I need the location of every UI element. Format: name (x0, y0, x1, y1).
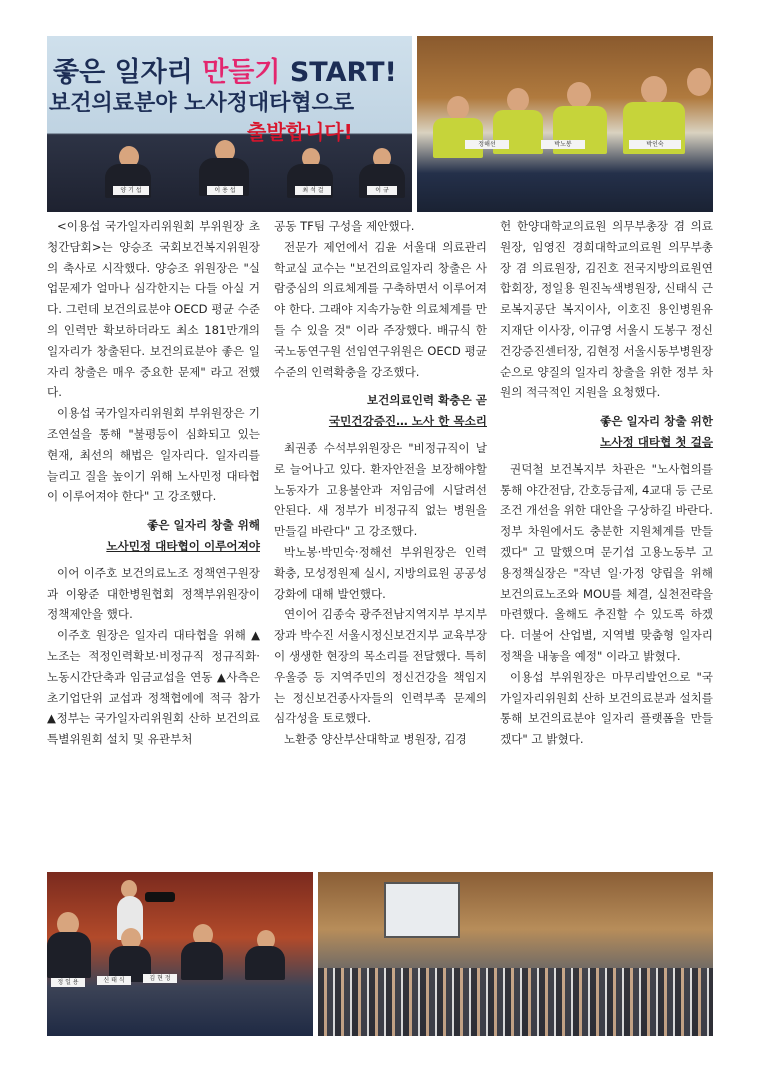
panelist-head (507, 88, 529, 112)
paragraph: 공동 TF팀 구성을 제안했다. (274, 219, 415, 233)
nameplate: 이 규 (367, 186, 397, 195)
nameplate: 신 태 식 (97, 976, 131, 985)
paragraph: <이용섭 국가일자리위원회 부위원장 초청간담회>는 양승조 국회보건복지위원장의 축사로 시작했다. 양승조 위원장은 "실업문제가 얼마나 심각한지는 다들 아실 거다. 그런데 보건의료분야 OECD 평균 수준의 인력만 확보하더라도 최소 181만개의 일자리가 창출된다. 보건의료분야 좋은 일자리 창출은 매우 중요한 문제" 라고 전했다. (47, 219, 260, 400)
nameplate: 정해선 (465, 140, 509, 149)
paragraph: 최권종 수석부위원장은 "비정규직이 날로 늘어나고 있다. 환자안전을 보장해야할 노동자가 고용불안과 저임금에 시달려선 안된다. 새 정부가 비정규직 없는 병원을 만들길 바란다" 고 강조했다. (274, 440, 487, 539)
article-column-3 (500, 216, 713, 750)
banner-start: START! (289, 57, 397, 88)
nameplate: 정 일 용 (51, 978, 85, 987)
nameplate: 김 현 정 (143, 974, 177, 983)
panelist (47, 932, 91, 978)
photo-banner-stage (47, 36, 412, 212)
subheading-line: 보건의료인력 확충은 곧 (366, 393, 487, 408)
panelist-head (447, 96, 469, 120)
paragraph: 박노봉·박민숙·정해선 부위원장은 인력확충, 모성정원제 실시, 지방의료원 공공성 강화에 대해 발언했다. (274, 544, 487, 601)
subheading (500, 411, 713, 453)
article-column-2 (274, 216, 487, 750)
banner-line2: 보건의료분야 노사정대타협으로 (49, 91, 355, 116)
photo-panel-table (47, 872, 313, 1036)
projection-screen (384, 882, 460, 938)
audience (318, 968, 713, 1036)
banner-line1 (53, 50, 397, 89)
article-column-1 (47, 216, 260, 750)
panelist (181, 942, 223, 980)
banner-line3: 출발합니다! (247, 120, 353, 144)
subheading (47, 515, 260, 557)
paragraph: 이주호 원장은 일자리 대타협을 위해 ▲노조는 적정인력확보·비정규직 정규직화·노동시간단축과 임금교섭을 연동 ▲사측은 초기업단위 교섭과 정책협에에 적극 참가 ▲정부는 국가일자리위원회 산하 보건의료특별위원회 설치 및 유관부처 (47, 628, 260, 747)
panelist-head (687, 68, 711, 96)
subheading-line: 좋은 일자리 창출 위한 (600, 414, 713, 429)
paragraph: 이용섭 부위원장은 마무리발언으로 "국가일자리위원회 산하 보건의료분과 설치를 통해 보건의료분야 일자리 플랫폼을 만들겠다" 고 밝혔다. (500, 669, 713, 747)
panelist (245, 946, 285, 980)
panelist (433, 118, 483, 158)
nameplate: 박인숙 (629, 140, 681, 149)
paragraph: 이용섭 국가일자리위원회 부위원장은 기조연설을 통해 "불평등이 심화되고 있는 현재, 최선의 해법은 일자리다. 일자리를 늘리고 질을 높이기 위해 노사민정 대타협이 이루어져야 한다" 고 강조했다. (47, 406, 260, 504)
panelist-head (567, 82, 591, 108)
paragraph: 전문가 제언에서 김윤 서울대 의료관리학교실 교수는 "보건의료일자리 창출은 사람중심의 의료체계를 구축하면서 이루어져야 한다. 그래야 지속가능한 의료체계를 만들 수 있을 것" 이라 주장했다. 배규식 한국노동연구원 선임연구위원은 OECD 평균수준의 인력확충을 강조했다. (274, 239, 487, 379)
subheading-line: 노사정 대타협 첫 걸음 (600, 434, 713, 449)
camera (145, 892, 175, 902)
panelist-head (641, 76, 667, 104)
subheading (274, 390, 487, 432)
photo-union-panel (417, 36, 713, 212)
subheading-line: 좋은 일자리 창출 위해 (147, 518, 260, 533)
nameplate: 박노봉 (541, 140, 585, 149)
nameplate: 이 용 섭 (207, 186, 243, 195)
subheading-line: 노사민정 대타협이 이루어져야 (106, 538, 260, 553)
paragraph: 헌 한양대학교의료원 의무부총장 겸 의료원장, 임영진 경희대학교의료원 의무부총장 겸 의료원장, 김진호 전국지방의료원연합회장, 정일용 원진녹색병원장, 신태식 근로복지공단 복지이사, 이호진 용인병원유지재단 이사장, 이규영 서울시 도봉구 정신건강증진센터장, 김현정 서울시동부병원장 순으로 양질의 일자리 창출을 위한 정부 차원의 적극적인 지원을 요청했다. (500, 219, 713, 400)
subheading-line: 국민건강증진… 노사 한 목소리 (328, 414, 487, 429)
banner-text: 좋은 일자리 (53, 57, 193, 88)
banner-highlight: 만들기 (192, 57, 290, 88)
photo-conference-hall (318, 872, 713, 1036)
paragraph: 노환중 양산부산대학교 병원장, 김경 (284, 732, 467, 747)
paragraph: 권덕철 보건복지부 차관은 "노사협의를 통해 야간전담, 간호등급제, 4교대 등 근로조건 개선을 위한 대안을 구상하길 바란다. 정부 차원에서도 충분한 지원체계를 만들겠다" 고 말했으며 문기섭 고용노동부 고용정책실장은 "작년 일·가정 양립을 위해 보건의료노조와 MOU를 체결, 실천전략을 마련했다. 올해도 추진할 수 있도록 하겠다. 더불어 산업별, 지역별 맞춤형 일자리 정책을 내놓을 예정" 이라고 밝혔다. (500, 461, 713, 663)
paragraph: 이어 이주호 보건의료노조 정책연구원장과 이왕준 대한병원협회 정책부위원장이 정책제안을 했다. (47, 565, 260, 622)
paragraph: 연이어 김종숙 광주전남지역지부 부지부장과 박수진 서울시정신보건지부 교육부장이 생생한 현장의 목소리를 전달했다. 특히 우울증 등 지역주민의 정신건강을 책임지는 정신보건종사자들의 인력부족 문제의 심각성을 토로했다. (274, 607, 487, 726)
nameplate: 양 기 섭 (113, 186, 149, 195)
nameplate: 최 석 걸 (295, 186, 331, 195)
